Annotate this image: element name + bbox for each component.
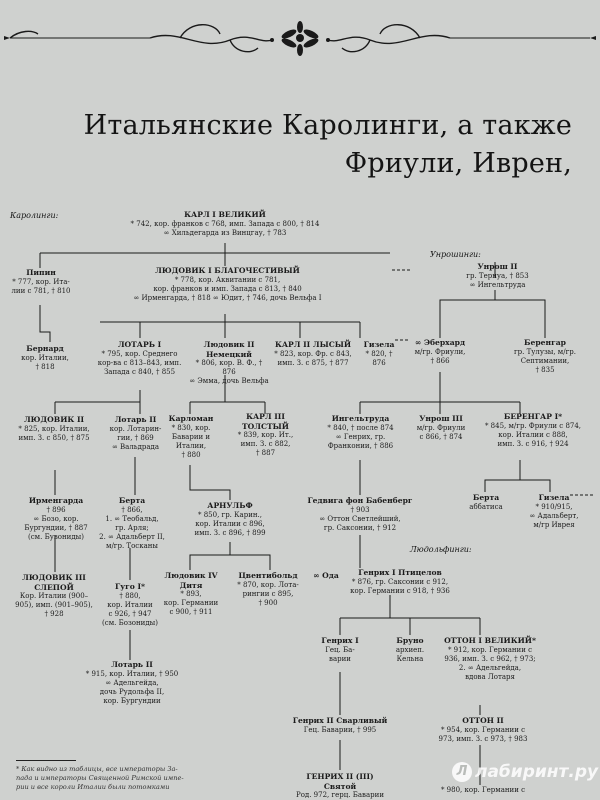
person-bernard: Бернард кор. Италии, † 818 — [21, 344, 69, 371]
person-eberhard: ∞ Эберхард м/гр. Фриули, † 866 — [414, 338, 466, 365]
person-zwentibold: Цвентибольд * 870, кор. Лота- рингии с 895, † 900 — [237, 571, 299, 607]
person-bruno: Бруно архиеп. Кельна — [395, 636, 425, 663]
person-carloman: Карломан * 830, кор. Баварии и Италии, † 880 — [168, 414, 214, 459]
person-otto-iii: * 980, кор. Германии с — [440, 786, 526, 794]
person-louis-blind: ЛЮДОВИК III СЛЕПОЙ Кор. Италии (900– 905), имп. (901–905), † 928 — [15, 573, 93, 619]
person-henry-ii-quarrelsome: Генрих II Сварливый Гец. Баварии, † 995 — [292, 716, 388, 734]
person-pepin: Пипин * 777, кор. Ита- лии с 781, † 810 — [11, 268, 71, 295]
house-label-liudolfings: Людольфинги: — [410, 545, 472, 554]
person-berengar-i: БЕРЕНГАР I* * 845, м/гр. Фриули с 874, кор. Италии с 888, имп. З. с 916, † 924 — [484, 412, 582, 448]
person-louis-ii: ЛЮДОВИК II * 825, кор. Италии, имп. З. с 850, † 875 — [18, 415, 90, 442]
person-unroch-iii: Унрош III м/гр. Фриули с 866, † 874 — [416, 414, 466, 441]
person-charles-bald: КАРЛ II ЛЫСЫЙ * 823, кор. Фр. с 843, имп. З. с 875, † 877 — [274, 340, 352, 367]
person-lothar-ii: Лотарь II кор. Лотарин- гии, † 869 ∞ Вальдрада — [109, 415, 162, 451]
house-label-carolingians: Каролинги: — [10, 211, 59, 220]
person-lothar-i: ЛОТАРЬ I * 795, кор. Среднего кор-ва с 813–843, имп. Запада с 840, † 855 — [97, 340, 182, 376]
page-title-line-1: Итальянские Каролинги, а также — [83, 110, 572, 141]
person-charlemagne: КАРЛ I ВЕЛИКИЙ * 742, кор. франков с 768, имп. Запада с 800, † 814 ∞ Хильдегарда из Винцгау, † 783 — [130, 210, 320, 237]
person-berengar-toulouse: Беренгар гр. Тулузы, м/гр. Септимании, † 835 — [514, 338, 576, 374]
person-lothar-italy: Лотарь II * 915, кор. Италии, † 950 ∞ Адельгейда, дочь Рудольфа II, кор. Бургундии — [85, 660, 179, 705]
watermark-logo-icon: Л — [452, 762, 472, 782]
person-henry-i-bavaria: Генрих I Гец. Ба- варии — [321, 636, 359, 663]
person-gisela: Гизела * 820, † 876 — [363, 340, 395, 367]
page-title-line-2: Фриули, Иврен, — [344, 148, 572, 179]
person-henry-fowler: Генрих I Птицелов * 876, гр. Саксонии с 912, кор. Германии с 918, † 936 — [350, 568, 450, 595]
person-charles-fat: КАРЛ III ТОЛСТЫЙ * 839, кор. Ит., имп. З. с 882, † 887 — [237, 412, 294, 458]
person-irmengard: Ирменгарда † 896 ∞ Бозо, кор. Бургундии, † 887 (см. Бувониды) — [24, 496, 88, 541]
person-otto-i: ОТТОН I ВЕЛИКИЙ* * 912, кор. Германии с 936, имп. З. с 962, † 973; 2. ∞ Адельгейда, вдова Лотаря — [444, 636, 536, 681]
person-gisela-ivrea: Гизела * 910/915, ∞ Адальберт, м/гр Иврея — [529, 493, 579, 529]
person-unroch-ii: Унрош II гр. Тернуа, † 853 ∞ Ингельтруда — [466, 262, 529, 289]
person-louis-child: Людовик IV Дитя * 893, кор. Германии с 900, † 911 — [163, 571, 219, 617]
person-bertha-abbess: Берта аббатиса — [469, 493, 503, 511]
footnote: * Как видно из таблицы, все императоры За- пада и императоры Священной Римской импе- рии и все короли Италии были потомками — [16, 765, 184, 791]
person-bertha: Берта † 866, 1. ∞ Теобальд, гр. Арля; 2. ∞ Адальберт II, м/гр. Тосканы — [99, 496, 165, 550]
watermark: Л лабиринт.ру — [452, 762, 598, 782]
footnote-rule — [16, 760, 76, 761]
person-ingeltruda: Ингельтруда * 840, † после 874 ∞ Генрих, гр. Франконии, † 886 — [327, 414, 394, 450]
person-hugo: Гуго I* † 880, кор. Италии с 926, † 947 (см. Бозониды) — [102, 582, 158, 627]
person-henry-ii-saint: ГЕНРИХ II (III) Святой Род. 972, герц. Баварии — [296, 772, 384, 800]
person-otto-ii: ОТТОН II * 954, кор. Германии с 973, имп. З. с 973, † 983 — [438, 716, 528, 743]
house-label-unrochings: Унрошинги: — [430, 250, 481, 259]
person-oda: ∞ Ода — [313, 571, 339, 580]
person-hedwig: Гедвига фон Бабенберг † 903 ∞ Оттон Светлейший, гр. Саксонии, † 912 — [307, 496, 413, 532]
person-louis-pious: ЛЮДОВИК I БЛАГОЧЕСТИВЫЙ * 778, кор. Аквитании с 781, кор. франков и имп. Запада с 813, † 840 ∞ Ирменгарда, † 818 ∞ Юдит, † 746, дочь Вельфа I — [133, 266, 322, 302]
person-arnulf: АРНУЛЬФ * 850, гр. Карин., кор. Италии с 896, имп. З. с 896, † 899 — [194, 501, 266, 537]
person-louis-german: Людовик II Немецкий * 806, кор. В. Ф., † 876 ∞ Эмма, дочь Вельфа — [189, 340, 269, 386]
